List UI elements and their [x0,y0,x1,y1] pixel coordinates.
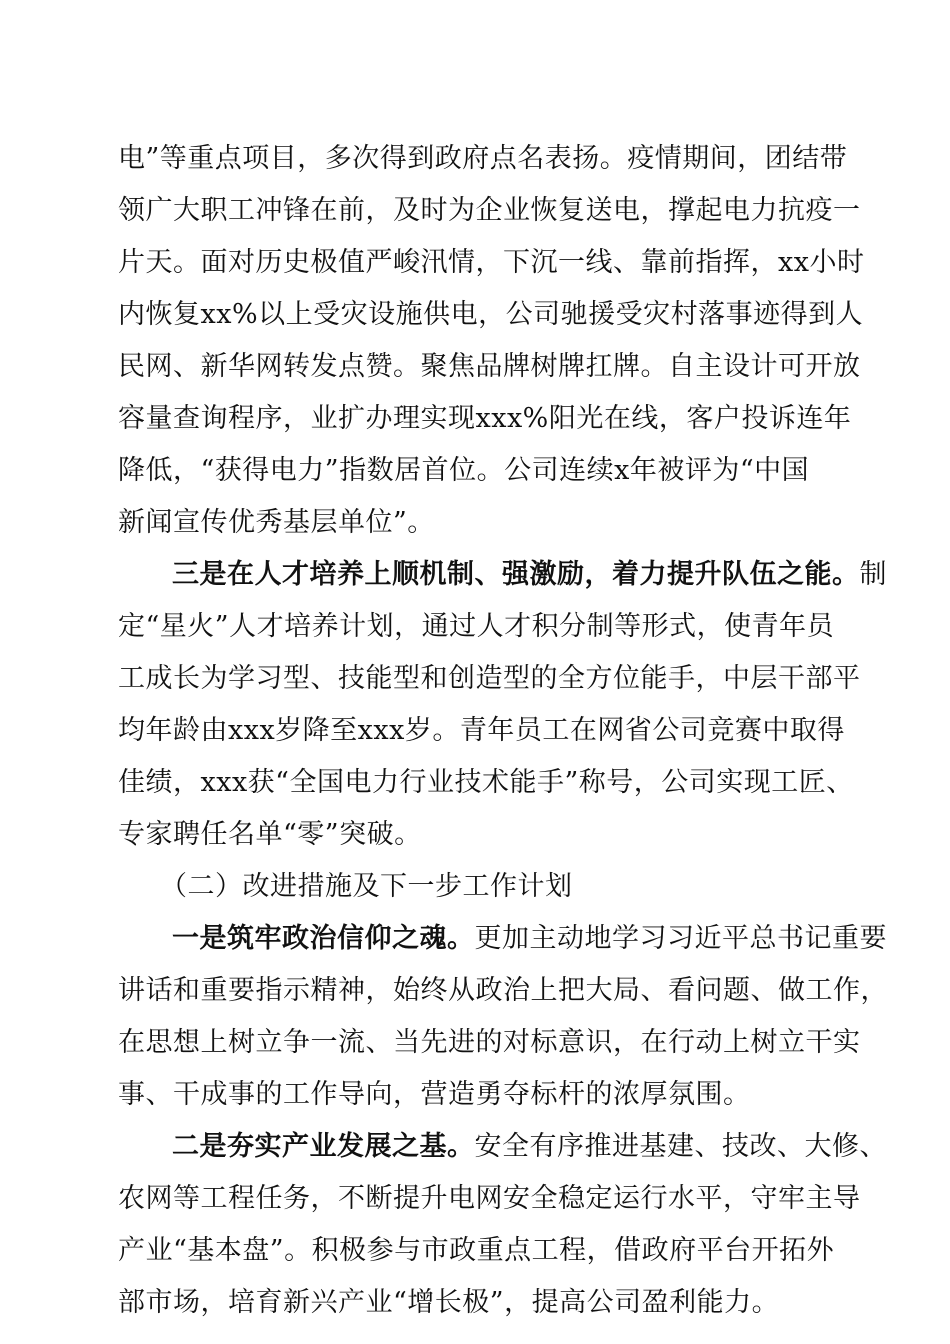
text-line: 农网等工程任务，不断提升电网安全稳定运行水平，守牢主导 [118,1183,861,1214]
paragraph-heading-industry: 二是夯实产业发展之基。 [172,1131,475,1162]
text-line: 讲话和重要指示精神，始终从政治上把大局、看问题、做工作， [118,975,888,1006]
paragraph-heading-politics: 一是筑牢政治信仰之魂。 [172,923,475,954]
text-line: 领广大职工冲锋在前，及时为企业恢复送电，撑起电力抗疫一 [118,195,861,226]
paragraph-politics-first-line [172,916,887,962]
text-line: 事、干成事的工作导向，营造勇夺标杆的浓厚氛围。 [118,1079,751,1110]
text-line: 产业“基本盘”。积极参与市政重点工程，借政府平台开拓外 [118,1235,835,1266]
paragraph-heading-talent: 三是在人才培养上顺机制、强激励，着力提升队伍之能。 [172,559,860,590]
text-line: 定“星火”人才培养计划，通过人才积分制等形式，使青年员 [118,611,835,642]
paragraph-talent-first-line [172,552,887,598]
text-line: 民网、新华网转发点赞。聚焦品牌树牌扛牌。自主设计可开放 [118,351,861,382]
section-heading: （二）改进措施及下一步工作计划 [160,871,573,902]
text-line: 降低，“获得电力”指数居首位。公司连续x年被评为“中国 [118,455,810,486]
text-run: 更加主动地学习习近平总书记重要 [474,923,887,954]
text-line: 在思想上树立争一流、当先进的对标意识，在行动上树立干实 [118,1027,861,1058]
text-line: 新闻宣传优秀基层单位”。 [118,507,435,538]
text-line: 佳绩，xxx获“全国电力行业技术能手”称号，公司实现工匠、 [118,767,854,798]
text-line: 内恢复xx%以上受灾设施供电，公司驰援受灾村落事迹得到人 [118,299,864,330]
text-line: 容量查询程序，业扩办理实现xxx%阳光在线，客户投诉连年 [118,403,852,434]
text-line: 专家聘任名单“零”突破。 [118,819,422,850]
text-line: 工成长为学习型、技能型和创造型的全方位能手，中层干部平 [118,663,861,694]
text-line: 电”等重点项目，多次得到政府点名表扬。疫情期间，团结带 [118,143,848,174]
text-run: 安全有序推进基建、技改、大修、 [474,1131,887,1162]
text-line: 均年龄由xxx岁降至xxx岁。青年员工在网省公司竞赛中取得 [118,715,845,746]
text-line: 部市场，培育新兴产业“增长极”，提高公司盈利能力。 [118,1287,780,1318]
text-run: 制 [859,559,887,590]
paragraph-industry-first-line [172,1124,887,1170]
text-line: 片天。面对历史极值严峻汛情，下沉一线、靠前指挥，xx小时 [118,247,865,278]
